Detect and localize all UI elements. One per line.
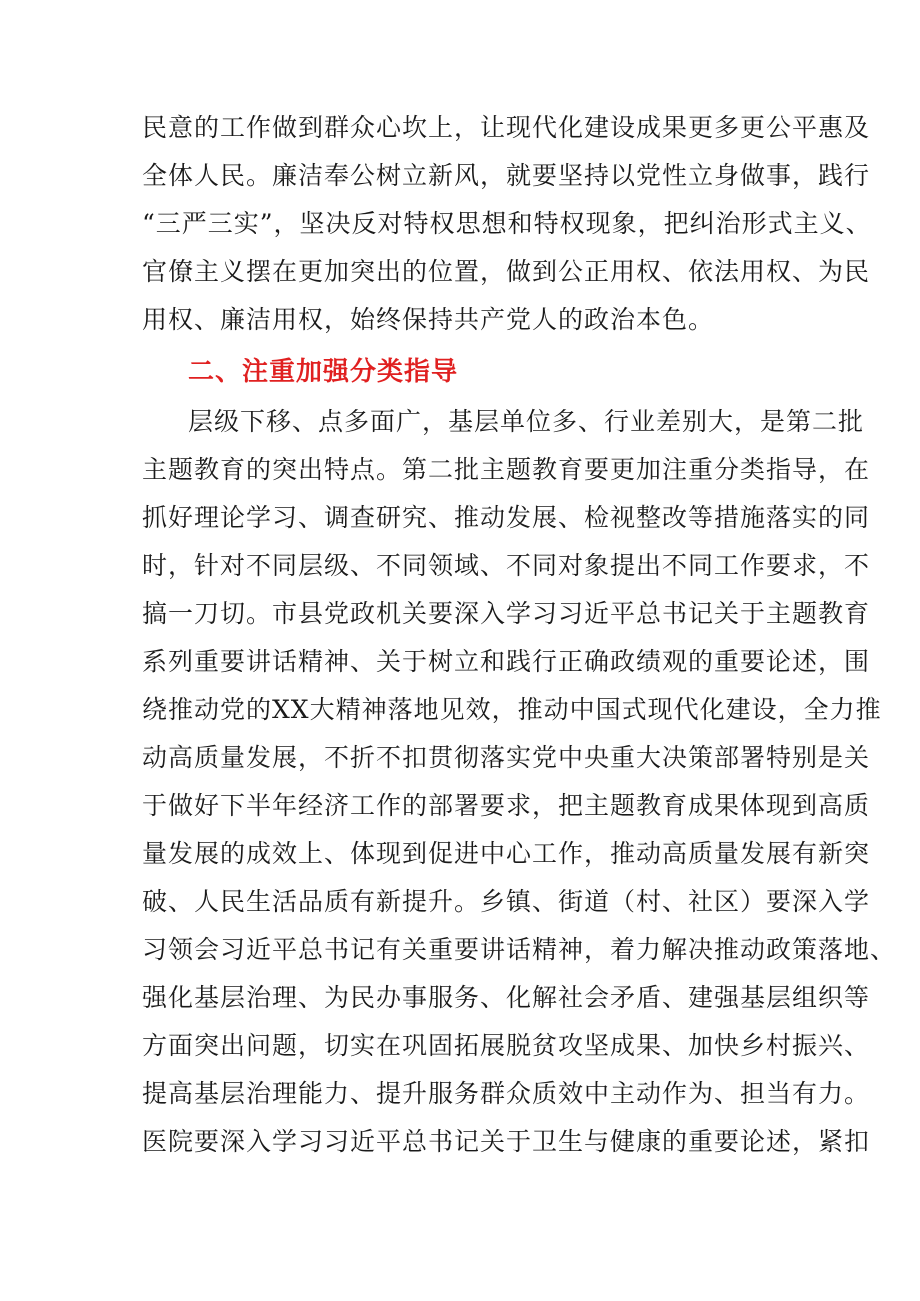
- paragraph-2-line: 量发展的成效上、体现到促进中心工作，推动高质量发展有新突: [142, 839, 871, 868]
- paragraph-2-line: 破、人民生活品质有新提升。乡镇、街道（村、社区）要深入学: [142, 887, 871, 916]
- paragraph-2-line: 主题教育的突出特点。第二批主题教育要更加注重分类指导，在: [142, 455, 871, 484]
- paragraph-2-line: 医院要深入学习习近平总书记关于卫生与健康的重要论述，紧扣: [142, 1127, 871, 1156]
- paragraph-1-line: 官僚主义摆在更加突出的位置，做到公正用权、依法用权、为民: [142, 257, 871, 286]
- paragraph-2-line: 系列重要讲话精神、关于树立和践行正确政绩观的重要论述，围: [142, 647, 871, 676]
- paragraph-2-line: 强化基层治理、为民办事服务、化解社会矛盾、建强基层组织等: [142, 983, 871, 1012]
- paragraph-1-line: 民意的工作做到群众心坎上，让现代化建设成果更多更公平惠及: [142, 113, 871, 142]
- paragraph-2-line: 习领会习近平总书记有关重要讲话精神，着力解决推动政策落地、: [142, 935, 897, 964]
- paragraph-2-line: 时，针对不同层级、不同领域、不同对象提出不同工作要求，不: [142, 551, 871, 580]
- paragraph-2-line: 方面突出问题，切实在巩固拓展脱贫攻坚成果、加快乡村振兴、: [142, 1031, 871, 1060]
- paragraph-2-line: 搞一刀切。市县党政机关要深入学习习近平总书记关于主题教育: [142, 599, 871, 628]
- paragraph-2-line: 层级下移、点多面广，基层单位多、行业差别大，是第二批: [188, 407, 865, 436]
- paragraph-1-line: 用权、廉洁用权，始终保持共产党人的政治本色。: [142, 305, 715, 334]
- paragraph-2-line: 绕推动党的XX大精神落地见效，推动中国式现代化建设，全力推: [142, 695, 882, 724]
- paragraph-2-line: 抓好理论学习、调查研究、推动发展、检视整改等措施落实的同: [142, 503, 871, 532]
- paragraph-2-line: 动高质量发展，不折不扣贯彻落实党中央重大决策部署特别是关: [142, 743, 871, 772]
- section-heading: 二、注重加强分类指导: [188, 357, 459, 387]
- paragraph-1-line: 全体人民。廉洁奉公树立新风，就要坚持以党性立身做事，践行: [142, 161, 871, 190]
- paragraph-2-line: 提高基层治理能力、提升服务群众质效中主动作为、担当有力。: [142, 1079, 871, 1108]
- paragraph-2-line: 于做好下半年经济工作的部署要求，把主题教育成果体现到高质: [142, 791, 871, 820]
- paragraph-1-line: “三严三实”，坚决反对特权思想和特权现象，把纠治形式主义、: [142, 209, 872, 238]
